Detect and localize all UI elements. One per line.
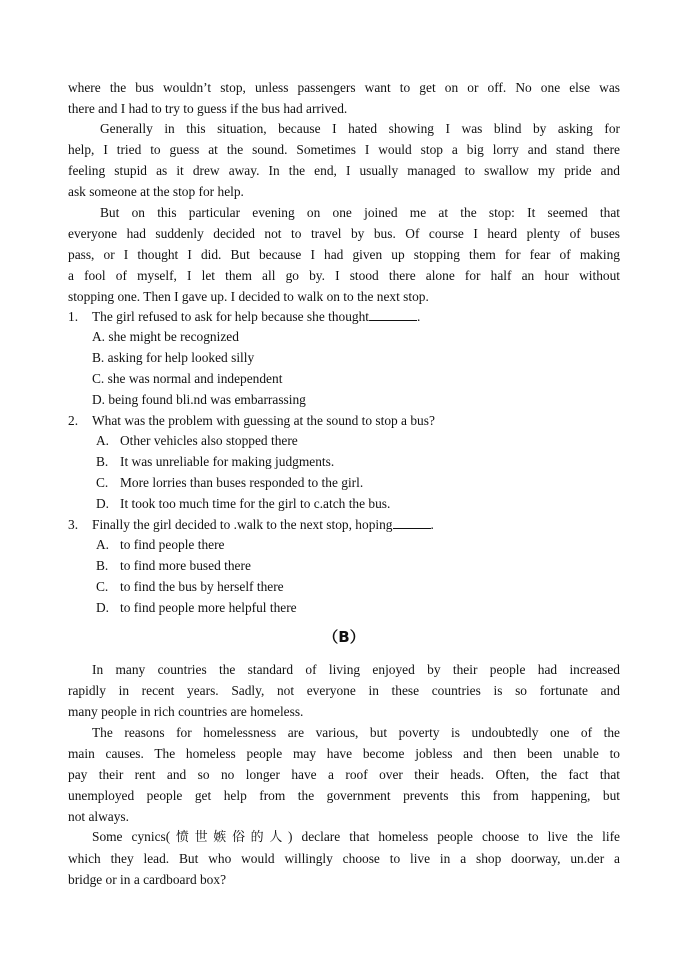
- text-line: In many countries the standard of living enjoyed by their people had increased: [92, 662, 620, 677]
- option-3b: [96, 555, 251, 576]
- text-line: unemployed people get help from the government prevents this from happening, but: [68, 788, 620, 803]
- option-1a: [92, 326, 239, 347]
- option-2d: [96, 493, 390, 514]
- option-3d: [96, 597, 297, 618]
- option-text: to find the bus by herself there: [120, 579, 284, 594]
- text-line: main causes. The homeless people may have become jobless and then been unable to: [68, 746, 620, 761]
- chinese-gloss: 愤世嫉俗的人: [170, 830, 289, 845]
- option-text: to find people there: [120, 537, 225, 552]
- option-letter: C.: [96, 475, 109, 490]
- text-line: feeling stupid as it drew away. In the end, I usually managed to swallow my pride and: [68, 163, 620, 178]
- question-stem: Finally the girl decided to .walk to the next stop, hoping: [92, 517, 393, 532]
- option-1b: [92, 347, 254, 368]
- text-line: [68, 826, 620, 848]
- option-letter: A.: [96, 433, 110, 448]
- option-3a: [96, 534, 224, 555]
- option-letter: B.: [96, 558, 109, 573]
- option-text: More lorries than buses responded to the girl.: [120, 475, 364, 490]
- text-line: where the bus wouldn’t stop, unless passengers want to get on or off. No one else was: [68, 80, 620, 95]
- option-3c: [96, 576, 284, 597]
- option-1c: [92, 368, 282, 389]
- text-line: rapidly in recent years. Sadly, not everyone in these countries is so fortunate and: [68, 683, 620, 698]
- answer-blank: [369, 307, 417, 321]
- text-line: The reasons for homelessness are various, but poverty is undoubtedly one of the: [92, 725, 620, 740]
- text-segment: ) declare that homeless people choose to live the life: [288, 829, 620, 844]
- option-text: Other vehicles also stopped there: [120, 433, 298, 448]
- question-number: 3.: [68, 517, 79, 532]
- punctuation: .: [417, 309, 421, 324]
- option-2c: [96, 472, 363, 493]
- option-letter: B.: [92, 350, 105, 365]
- text-line: pass, or I thought I did. But because I had given up stopping them for fear of making: [68, 247, 620, 262]
- option-text: It took too much time for the girl to c.atch the bus.: [120, 496, 391, 511]
- question-3: [68, 514, 434, 535]
- passage-a-paragraph-2: [68, 118, 620, 202]
- option-letter: D.: [96, 600, 110, 615]
- passage-a-paragraph-3: [68, 202, 620, 307]
- text-line: there and I had to try to guess if the bus had arrived.: [68, 101, 348, 116]
- option-text: to find more bused there: [120, 558, 251, 573]
- text-line: many people in rich countries are homeless.: [68, 704, 304, 719]
- passage-b-paragraph-1: [68, 659, 620, 722]
- question-2: [68, 410, 435, 431]
- text-line: not always.: [68, 809, 129, 824]
- option-letter: D.: [92, 392, 106, 407]
- option-letter: C.: [92, 371, 105, 386]
- punctuation: .: [430, 517, 434, 532]
- option-letter: A.: [92, 329, 106, 344]
- option-1d: [92, 389, 306, 410]
- option-text: asking for help looked silly: [107, 350, 255, 365]
- option-text: It was unreliable for making judgments.: [120, 454, 335, 469]
- option-letter: B.: [96, 454, 109, 469]
- question-stem: The girl refused to ask for help because she thought: [92, 309, 370, 324]
- question-number: 1.: [68, 309, 79, 324]
- question-1: [68, 306, 420, 327]
- question-number: 2.: [68, 413, 79, 428]
- option-2b: [96, 451, 334, 472]
- option-2a: [96, 430, 298, 451]
- option-letter: D.: [96, 496, 110, 511]
- option-letter: A.: [96, 537, 110, 552]
- text-line: a fool of myself, I let them all go by. I stood there alone for half an hour without: [68, 268, 620, 283]
- text-line: help, I tried to guess at the sound. Sometimes I would stop a big lorry and stand there: [68, 142, 620, 157]
- text-line: which they lead. But who would willingly choose to live in a shop doorway, un.der a: [68, 851, 620, 866]
- text-line: bridge or in a cardboard box?: [68, 872, 227, 887]
- text-segment: Some cynics(: [92, 829, 171, 844]
- option-text: she might be recognized: [108, 329, 239, 344]
- option-letter: C.: [96, 579, 109, 594]
- text-line: pay their rent and so no longer have a roof over their heads. Often, the fact that: [68, 767, 620, 782]
- text-line: stopping one. Then I gave up. I decided to walk on to the next stop.: [68, 289, 429, 304]
- text-line: ask someone at the stop for help.: [68, 184, 244, 199]
- question-stem: What was the problem with guessing at the sound to stop a bus?: [92, 413, 435, 428]
- text-line: everyone had suddenly decided not to travel by bus. Of course I heard plenty of buses: [68, 226, 620, 241]
- text-line: Generally in this situation, because I hated showing I was blind by asking for: [100, 121, 620, 136]
- answer-blank: [393, 515, 431, 529]
- passage-b-paragraph-3: [68, 826, 620, 890]
- option-text: being found bli.nd was embarrassing: [108, 392, 306, 407]
- passage-b-paragraph-2: [68, 722, 620, 827]
- option-text: to find people more helpful there: [120, 600, 297, 615]
- section-b-heading: （B）: [323, 628, 365, 646]
- option-text: she was normal and independent: [107, 371, 283, 386]
- passage-a-paragraph-1: [68, 77, 620, 119]
- text-line: But on this particular evening on one joined me at the stop: It seemed that: [100, 205, 620, 220]
